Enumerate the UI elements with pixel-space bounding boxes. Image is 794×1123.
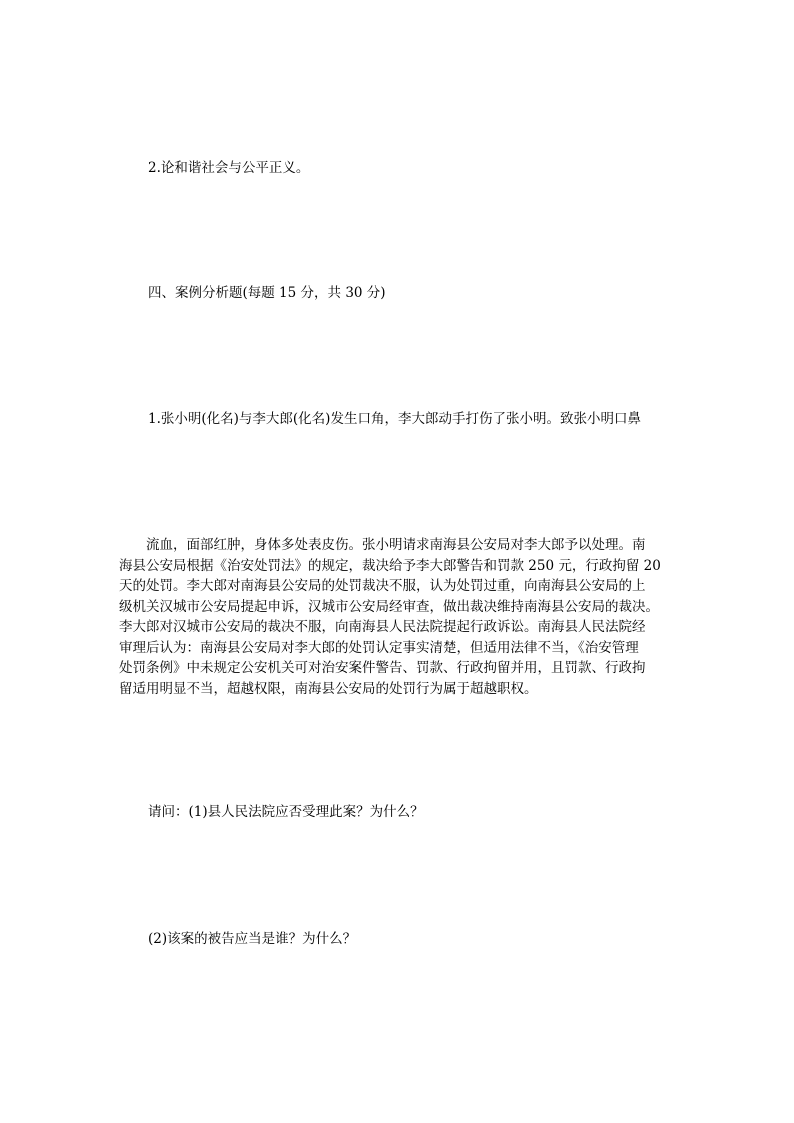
case-1-body-line: 流血，面部红肿，身体多处表皮伤。张小明请求南海县公安局对李大郎予以处理。南 [119,537,646,553]
sub-question-1: 请问：(1)县人民法院应否受理此案？为什么？ [148,804,424,820]
case-1-body-line: 海县公安局根据《治安处罚法》的规定，裁决给予李大郎警告和罚款 250 元，行政拘留 20 [119,557,661,574]
case-1-body-line: 李大郎对汉城市公安局的裁决不服，向南海县人民法院提起行政诉讼。南海县人民法院经 [119,619,646,635]
sub-question-2: (2)该案的被告应当是谁？为什么？ [148,931,357,947]
case-1-body [119,535,675,699]
case-1-body-line: 留适用明显不当，超越权限，南海县公安局的处罚行为属于超越职权。 [119,680,538,697]
section-heading-case-analysis: 四、案例分析题(每题 15 分，共 30 分) [148,285,386,301]
essay-question-2: 2.论和谐社会与公平正义。 [148,160,310,176]
case-1-body-line: 审理后认为：南海县公安局对李大郎的处罚认定事实清楚，但适用法律不当，《治安管理 [119,639,639,656]
case-1-body-line: 级机关汉城市公安局提起申诉，汉城市公安局经审查，做出裁决维持南海县公安局的裁决。 [119,598,659,615]
case-1-body-line: 处罚条例》中未规定公安机关可对治安案件警告、罚款、行政拘留并用，且罚款、行政拘 [119,660,646,676]
case-1-heading: 1.张小明(化名)与李大郎(化名)发生口角，李大郎动手打伤了张小明。致张小明口鼻 [148,411,641,427]
case-1-body-line: 天的处罚。李大郎对南海县公安局的处罚裁决不服，认为处罚过重，向南海县公安局的上 [119,578,646,594]
